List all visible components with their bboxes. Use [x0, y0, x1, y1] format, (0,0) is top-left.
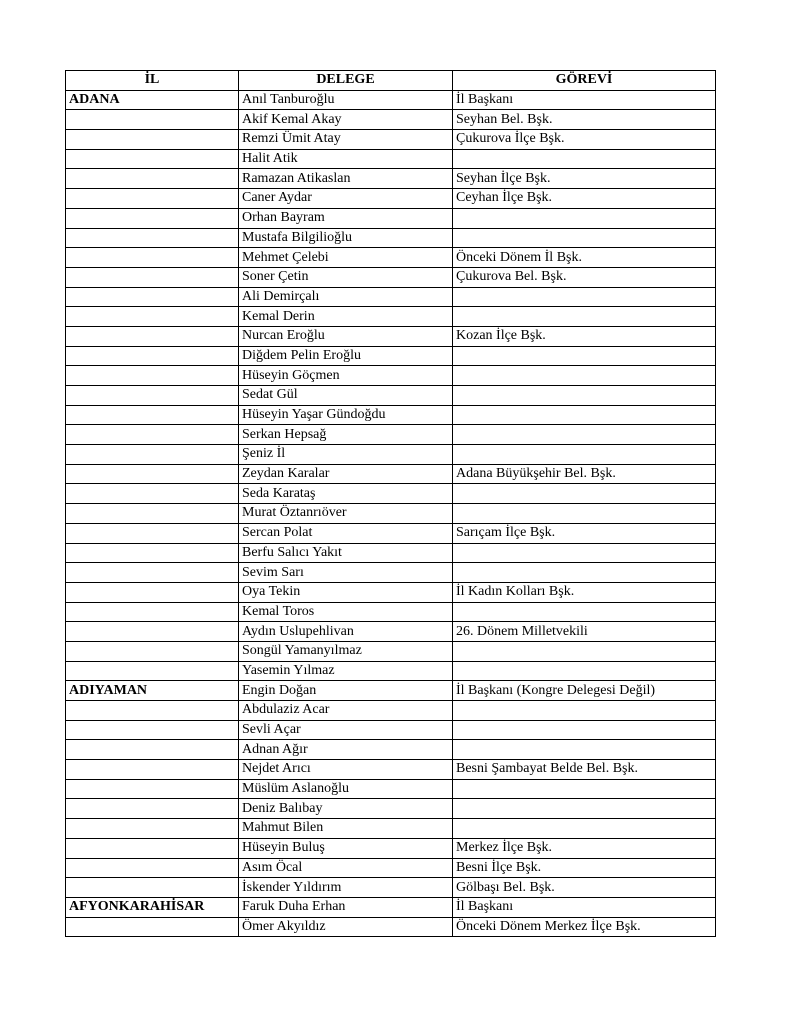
table-row [66, 326, 716, 346]
cell-delege: Anıl Tanburoğlu [239, 90, 453, 110]
table-row [66, 208, 716, 228]
cell-delege: Nurcan Eroğlu [239, 326, 453, 346]
table-row [66, 917, 716, 937]
cell-il [66, 760, 239, 780]
cell-il [66, 130, 239, 150]
cell-il [66, 838, 239, 858]
cell-gorevi [453, 425, 716, 445]
cell-delege: Orhan Bayram [239, 208, 453, 228]
cell-gorevi [453, 228, 716, 248]
cell-il [66, 622, 239, 642]
table-row [66, 307, 716, 327]
cell-delege: Oya Tekin [239, 582, 453, 602]
table-row [66, 189, 716, 209]
cell-il [66, 858, 239, 878]
cell-il [66, 208, 239, 228]
cell-gorevi: Seyhan İlçe Bşk. [453, 169, 716, 189]
cell-delege: Engin Doğan [239, 681, 453, 701]
cell-gorevi [453, 543, 716, 563]
cell-delege: Adnan Ağır [239, 740, 453, 760]
cell-gorevi: Gölbaşı Bel. Bşk. [453, 878, 716, 898]
table-row [66, 248, 716, 268]
table-row [66, 582, 716, 602]
cell-delege: Ömer Akyıldız [239, 917, 453, 937]
cell-il [66, 661, 239, 681]
table-row [66, 602, 716, 622]
table-row [66, 740, 716, 760]
cell-gorevi [453, 149, 716, 169]
cell-delege: Ramazan Atikaslan [239, 169, 453, 189]
cell-il [66, 464, 239, 484]
table-row [66, 838, 716, 858]
cell-delege: Hüseyin Göçmen [239, 366, 453, 386]
cell-delege: Zeydan Karalar [239, 464, 453, 484]
cell-delege: Caner Aydar [239, 189, 453, 209]
cell-il [66, 228, 239, 248]
cell-gorevi [453, 386, 716, 406]
cell-gorevi: İl Başkanı [453, 90, 716, 110]
cell-delege: Abdulaziz Acar [239, 701, 453, 721]
cell-il [66, 445, 239, 465]
cell-il [66, 149, 239, 169]
cell-il [66, 484, 239, 504]
cell-gorevi [453, 641, 716, 661]
table-row [66, 405, 716, 425]
cell-gorevi: Seyhan Bel. Bşk. [453, 110, 716, 130]
cell-gorevi [453, 740, 716, 760]
cell-il [66, 267, 239, 287]
cell-il [66, 425, 239, 445]
header-gorevi: GÖREVİ [453, 71, 716, 91]
cell-gorevi: Ceyhan İlçe Bşk. [453, 189, 716, 209]
header-row [66, 71, 716, 91]
cell-gorevi [453, 799, 716, 819]
cell-delege: Yasemin Yılmaz [239, 661, 453, 681]
cell-delege: Serkan Hepsağ [239, 425, 453, 445]
cell-gorevi [453, 701, 716, 721]
cell-gorevi: 26. Dönem Milletvekili [453, 622, 716, 642]
cell-delege: Songül Yamanyılmaz [239, 641, 453, 661]
header-il: İL [66, 71, 239, 91]
cell-il [66, 917, 239, 937]
cell-delege: Mahmut Bilen [239, 819, 453, 839]
cell-gorevi [453, 405, 716, 425]
cell-il [66, 641, 239, 661]
table-row [66, 622, 716, 642]
cell-il [66, 740, 239, 760]
cell-il [66, 307, 239, 327]
cell-il [66, 287, 239, 307]
cell-gorevi [453, 779, 716, 799]
table-row [66, 504, 716, 524]
cell-delege: Remzi Ümit Atay [239, 130, 453, 150]
cell-delege: Kemal Toros [239, 602, 453, 622]
cell-delege: Mehmet Çelebi [239, 248, 453, 268]
table-row [66, 858, 716, 878]
table-row [66, 346, 716, 366]
table-row [66, 130, 716, 150]
cell-delege: Halit Atik [239, 149, 453, 169]
table-row [66, 464, 716, 484]
table-row [66, 681, 716, 701]
cell-delege: Sercan Polat [239, 523, 453, 543]
table-row [66, 110, 716, 130]
table-row [66, 386, 716, 406]
cell-gorevi: Sarıçam İlçe Bşk. [453, 523, 716, 543]
table-row [66, 799, 716, 819]
table-row [66, 819, 716, 839]
cell-gorevi [453, 661, 716, 681]
table-row [66, 641, 716, 661]
cell-delege: Mustafa Bilgilioğlu [239, 228, 453, 248]
cell-gorevi [453, 819, 716, 839]
cell-delege: Berfu Salıcı Yakıt [239, 543, 453, 563]
cell-delege: İskender Yıldırım [239, 878, 453, 898]
cell-gorevi [453, 208, 716, 228]
cell-il: ADANA [66, 90, 239, 110]
cell-il [66, 799, 239, 819]
cell-il [66, 523, 239, 543]
cell-il [66, 582, 239, 602]
table-row [66, 445, 716, 465]
table-row [66, 523, 716, 543]
cell-gorevi: Çukurova Bel. Bşk. [453, 267, 716, 287]
cell-delege: Diğdem Pelin Eroğlu [239, 346, 453, 366]
cell-il [66, 504, 239, 524]
cell-il [66, 701, 239, 721]
cell-gorevi [453, 445, 716, 465]
cell-gorevi: Önceki Dönem İl Bşk. [453, 248, 716, 268]
table-row [66, 543, 716, 563]
cell-il [66, 366, 239, 386]
table-row [66, 90, 716, 110]
table-row [66, 169, 716, 189]
cell-gorevi [453, 563, 716, 583]
cell-gorevi [453, 602, 716, 622]
table-row [66, 425, 716, 445]
cell-il [66, 602, 239, 622]
cell-gorevi: Merkez İlçe Bşk. [453, 838, 716, 858]
cell-il [66, 346, 239, 366]
cell-delege: Seda Karataş [239, 484, 453, 504]
header-delege: DELEGE [239, 71, 453, 91]
cell-delege: Şeniz İl [239, 445, 453, 465]
cell-gorevi [453, 484, 716, 504]
table-body [66, 90, 716, 937]
table-row [66, 760, 716, 780]
table-row [66, 897, 716, 917]
cell-delege: Akif Kemal Akay [239, 110, 453, 130]
cell-delege: Ali Demirçalı [239, 287, 453, 307]
cell-delege: Deniz Balıbay [239, 799, 453, 819]
cell-delege: Aydın Uslupehlivan [239, 622, 453, 642]
cell-il [66, 779, 239, 799]
cell-gorevi: Besni Şambayat Belde Bel. Bşk. [453, 760, 716, 780]
table-row [66, 366, 716, 386]
cell-delege: Faruk Duha Erhan [239, 897, 453, 917]
cell-gorevi [453, 346, 716, 366]
table-row [66, 779, 716, 799]
cell-delege: Hüseyin Buluş [239, 838, 453, 858]
cell-gorevi [453, 307, 716, 327]
cell-delege: Nejdet Arıcı [239, 760, 453, 780]
cell-il [66, 819, 239, 839]
cell-il [66, 326, 239, 346]
cell-delege: Kemal Derin [239, 307, 453, 327]
table-row [66, 484, 716, 504]
table-row [66, 228, 716, 248]
table-row [66, 563, 716, 583]
cell-delege: Murat Öztanrıöver [239, 504, 453, 524]
cell-il: AFYONKARAHİSAR [66, 897, 239, 917]
cell-il [66, 405, 239, 425]
table-row [66, 720, 716, 740]
cell-il [66, 563, 239, 583]
table-row [66, 878, 716, 898]
cell-il [66, 543, 239, 563]
cell-il [66, 248, 239, 268]
table-row [66, 287, 716, 307]
table-row [66, 267, 716, 287]
cell-gorevi: Adana Büyükşehir Bel. Bşk. [453, 464, 716, 484]
cell-il [66, 720, 239, 740]
cell-delege: Sedat Gül [239, 386, 453, 406]
cell-gorevi: İl Başkanı [453, 897, 716, 917]
cell-gorevi [453, 504, 716, 524]
cell-il [66, 110, 239, 130]
cell-delege: Hüseyin Yaşar Gündoğdu [239, 405, 453, 425]
cell-gorevi: Önceki Dönem Merkez İlçe Bşk. [453, 917, 716, 937]
cell-delege: Sevli Açar [239, 720, 453, 740]
table-row [66, 701, 716, 721]
cell-il: ADIYAMAN [66, 681, 239, 701]
cell-gorevi [453, 287, 716, 307]
cell-il [66, 189, 239, 209]
cell-delege: Müslüm Aslanoğlu [239, 779, 453, 799]
table-row [66, 149, 716, 169]
table-row [66, 661, 716, 681]
cell-gorevi: İl Kadın Kolları Bşk. [453, 582, 716, 602]
cell-gorevi: Kozan İlçe Bşk. [453, 326, 716, 346]
cell-delege: Asım Öcal [239, 858, 453, 878]
cell-delege: Sevim Sarı [239, 563, 453, 583]
cell-gorevi [453, 720, 716, 740]
cell-gorevi: Çukurova İlçe Bşk. [453, 130, 716, 150]
cell-il [66, 386, 239, 406]
cell-gorevi: İl Başkanı (Kongre Delegesi Değil) [453, 681, 716, 701]
cell-gorevi [453, 366, 716, 386]
cell-delege: Soner Çetin [239, 267, 453, 287]
cell-gorevi: Besni İlçe Bşk. [453, 858, 716, 878]
cell-il [66, 878, 239, 898]
cell-il [66, 169, 239, 189]
delegate-table [65, 70, 716, 937]
